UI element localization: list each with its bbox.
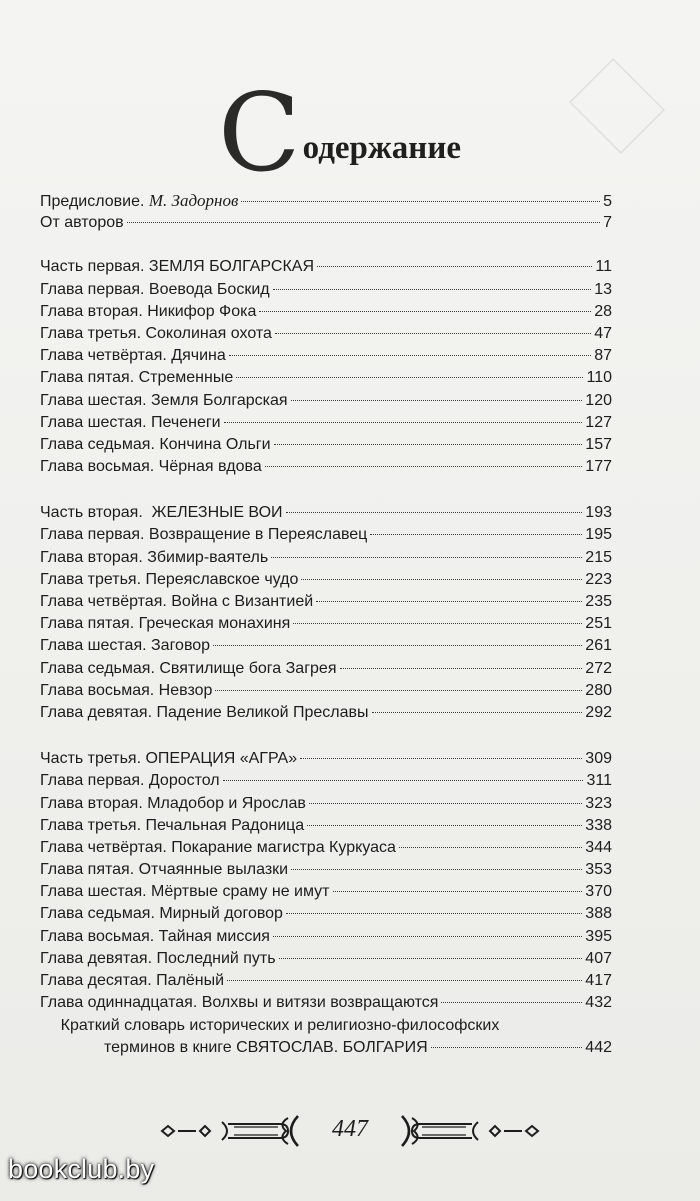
toc-chapter — [40, 970, 612, 992]
toc-entry-from-authors — [40, 212, 612, 234]
toc-chapter-page: 338 — [585, 816, 612, 834]
toc-chapter-label: Глава седьмая. Мирный договор — [40, 905, 283, 923]
spacer — [40, 478, 612, 502]
toc-chapter-label: Глава четвёртая. Война с Византией — [40, 593, 314, 610]
toc-chapter — [40, 881, 612, 903]
toc-chapter-label: Глава шестая. Заговор — [40, 637, 211, 655]
toc-chapter-page: 388 — [585, 905, 612, 923]
toc-chapter-label: Глава восьмая. Тайная миссия — [40, 927, 270, 945]
dot-leader — [275, 333, 591, 334]
toc-chapter-page: 28 — [594, 302, 612, 320]
toc-chapter — [40, 279, 612, 301]
toc-chapter-page: 120 — [585, 391, 612, 409]
dot-leader — [213, 645, 582, 646]
toc-chapter-page: 370 — [585, 883, 612, 901]
toc-chapter-label: Глава вторая. Младобор и Ярослав — [40, 794, 306, 812]
toc-chapter — [40, 658, 612, 680]
toc-chapter-page: 13 — [594, 280, 612, 298]
toc-chapter-page: 353 — [585, 861, 612, 879]
dot-leader — [215, 690, 582, 691]
toc-chapter-label: Глава шестая. Земля Болгарская — [40, 391, 288, 409]
dot-leader — [271, 557, 582, 558]
toc-chapter — [40, 323, 612, 345]
spacer — [40, 724, 612, 748]
dot-leader — [316, 601, 582, 602]
bleed-through-hexagon — [569, 58, 665, 154]
toc-entry-label: Предисловие. — [40, 193, 149, 210]
toc-chapter-page: 127 — [585, 413, 612, 431]
dot-leader — [279, 958, 583, 959]
toc-chapter — [40, 434, 612, 456]
toc-chapter-label: Глава девятая. Падение Великой Преславы — [40, 703, 369, 721]
toc-chapter-label: Глава третья. Переяславское чудо — [40, 570, 299, 588]
page-number: 447 — [332, 1116, 368, 1142]
toc-chapter-page: 47 — [594, 324, 612, 342]
toc-chapter — [40, 367, 612, 389]
toc-chapter-label: Глава девятая. Последний путь — [40, 949, 276, 967]
toc-part-heading — [40, 256, 612, 278]
dot-leader — [291, 400, 583, 401]
dot-leader — [293, 623, 582, 624]
toc-chapter-page: 235 — [585, 593, 612, 610]
toc-chapter — [40, 591, 612, 613]
toc-chapter-page: 251 — [585, 615, 612, 633]
toc-chapter-page: 272 — [585, 659, 612, 677]
dot-leader — [309, 803, 582, 804]
dot-leader — [273, 289, 592, 290]
page-title — [218, 70, 461, 196]
title-drop-cap: С — [218, 71, 301, 196]
dot-leader — [372, 712, 583, 713]
dot-leader — [399, 847, 582, 848]
toc-chapter-label: Глава пятая. Греческая монахиня — [40, 615, 291, 633]
dot-leader — [431, 1047, 583, 1048]
dot-leader — [227, 980, 582, 981]
dot-leader — [301, 579, 582, 580]
toc-chapter-label: Глава одиннадцатая. Волхвы и витязи возвращаются — [40, 994, 439, 1012]
dot-leader — [224, 422, 583, 423]
dot-leader — [370, 534, 582, 535]
toc-chapter — [40, 390, 612, 412]
toc-chapter-page: 157 — [585, 435, 612, 453]
toc-chapter-page: 223 — [585, 570, 612, 588]
toc-part-label: Часть третья. ОПЕРАЦИЯ «АГРА» — [40, 750, 298, 768]
toc-chapter — [40, 859, 612, 881]
dot-leader — [273, 936, 582, 937]
toc-entry-label: От авторов — [40, 214, 124, 232]
dot-leader — [441, 1002, 582, 1003]
dot-leader — [223, 780, 584, 781]
glossary-page: 442 — [585, 1039, 612, 1056]
dot-leader — [286, 512, 583, 513]
toc-chapter-page: 280 — [585, 681, 612, 699]
toc-chapter — [40, 948, 612, 970]
toc-chapter-page: 417 — [585, 972, 612, 989]
toc-chapter-page: 344 — [585, 838, 612, 856]
toc-part-page: 309 — [585, 750, 612, 768]
toc-chapter — [40, 547, 612, 569]
toc-chapter — [40, 702, 612, 724]
dot-leader — [229, 355, 591, 356]
toc-chapter-label: Глава первая. Доростол — [40, 772, 220, 790]
dot-leader — [259, 311, 591, 312]
dot-leader — [307, 825, 582, 826]
toc-chapter — [40, 635, 612, 657]
toc-chapter-label: Глава пятая. Стременные — [40, 369, 234, 387]
dot-leader — [127, 222, 600, 223]
toc-chapter-label: Глава четвёртая. Дячина — [40, 347, 226, 365]
spacer — [40, 234, 612, 256]
dot-leader — [291, 869, 582, 870]
toc-chapter-label: Глава седьмая. Святилище бога Загрея — [40, 659, 337, 677]
toc-chapter-label: Глава третья. Соколиная охота — [40, 324, 272, 342]
toc-entry-page: 5 — [603, 193, 612, 210]
toc-chapter-label: Глава вторая. Збимир-ваятель — [40, 548, 269, 566]
table-of-contents — [40, 190, 612, 1014]
dot-leader — [300, 758, 582, 759]
toc-chapter — [40, 345, 612, 367]
glossary-line-1: Краткий словарь исторических и религиозно-философских — [60, 1017, 500, 1034]
toc-chapter-page: 311 — [586, 772, 612, 790]
toc-chapter — [40, 613, 612, 635]
toc-chapter-label: Глава первая. Возвращение в Переяславец — [40, 526, 368, 544]
toc-entry-preface — [40, 190, 612, 212]
dot-leader — [236, 377, 583, 378]
toc-part-heading — [40, 748, 612, 770]
toc-chapter-page: 292 — [585, 703, 612, 721]
toc-part-page: 193 — [585, 504, 612, 522]
glossary-line-2: терминов в книге СВЯТОСЛАВ. БОЛГАРИЯ — [104, 1039, 428, 1056]
toc-chapter-label: Глава вторая. Никифор Фока — [40, 302, 257, 320]
watermark-text: bookclub.by — [8, 1154, 155, 1184]
toc-chapter — [40, 770, 612, 792]
toc-chapter — [40, 815, 612, 837]
toc-chapter-page: 110 — [586, 369, 612, 387]
toc-chapter — [40, 524, 612, 546]
dot-leader — [265, 466, 583, 467]
toc-chapter-label: Глава восьмая. Чёрная вдова — [40, 458, 262, 476]
toc-chapter-label: Глава пятая. Отчаянные вылазки — [40, 861, 289, 879]
dot-leader — [241, 201, 600, 202]
dot-leader — [286, 913, 582, 914]
toc-entry-page: 7 — [603, 214, 612, 232]
toc-chapter-label: Глава десятая. Палёный — [40, 972, 225, 989]
toc-chapter-label: Глава первая. Воевода Боскид — [40, 280, 270, 298]
toc-chapter-page: 261 — [585, 637, 612, 655]
toc-chapter — [40, 456, 612, 478]
toc-part-label: Часть вторая. ЖЕЛЕЗНЫЕ ВОИ — [40, 504, 283, 522]
toc-chapter-page: 215 — [585, 548, 612, 566]
toc-chapter-label: Глава восьмая. Невзор — [40, 681, 213, 699]
toc-chapter-label: Глава шестая. Мёртвые сраму не имут — [40, 883, 330, 901]
toc-chapter-page: 432 — [585, 994, 612, 1012]
toc-chapter — [40, 793, 612, 815]
toc-chapter — [40, 569, 612, 591]
toc-chapter — [40, 837, 612, 859]
folio-ornament — [150, 1110, 550, 1152]
toc-entry-glossary — [40, 1015, 612, 1059]
toc-chapter — [40, 903, 612, 925]
toc-chapter-label: Глава шестая. Печенеги — [40, 413, 221, 431]
toc-chapter — [40, 680, 612, 702]
toc-chapter-page: 87 — [594, 347, 612, 365]
toc-chapter-page: 407 — [585, 949, 612, 967]
toc-chapter — [40, 301, 612, 323]
dot-leader — [317, 266, 592, 267]
toc-chapter-label: Глава седьмая. Кончина Ольги — [40, 435, 271, 453]
toc-part-heading — [40, 502, 612, 524]
toc-chapter-page: 177 — [585, 458, 612, 476]
toc-chapter — [40, 926, 612, 948]
toc-chapter — [40, 412, 612, 434]
dot-leader — [340, 668, 583, 669]
toc-chapter — [40, 992, 612, 1014]
dot-leader — [274, 444, 583, 445]
title-text: одержание — [302, 130, 461, 166]
toc-chapter-page: 323 — [585, 794, 612, 812]
toc-chapter-label: Глава третья. Печальная Радоница — [40, 816, 305, 834]
toc-part-page: 11 — [595, 258, 612, 276]
toc-part-label: Часть первая. ЗЕМЛЯ БОЛГАРСКАЯ — [40, 258, 315, 276]
dot-leader — [333, 891, 583, 892]
toc-chapter-page: 195 — [585, 526, 612, 544]
toc-chapter-label: Глава четвёртая. Покарание магистра Куркуаса — [40, 838, 396, 856]
toc-chapter-page: 395 — [585, 927, 612, 945]
toc-entry-author: М. Задорнов — [148, 191, 239, 210]
